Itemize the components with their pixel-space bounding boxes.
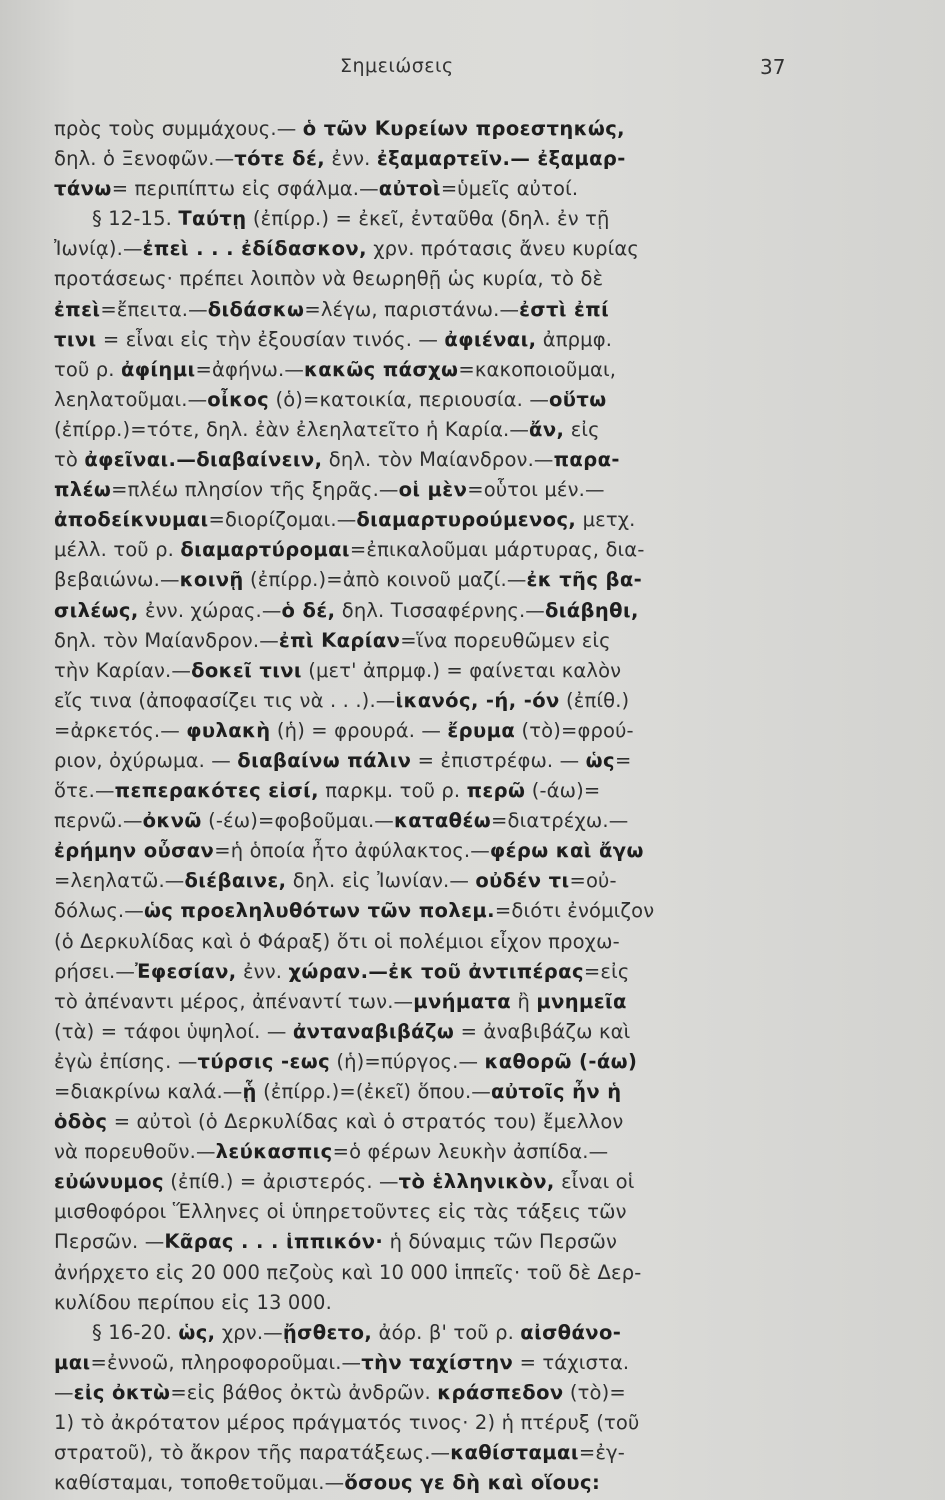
- gloss-text: δηλ. εἰς Ἰωνίαν.—: [286, 869, 476, 893]
- headword: ἐρήμην οὖσαν: [54, 839, 215, 863]
- gloss-text: ἀνήρχετο εἰς 20 000 πεζοὺς καὶ 10 000 ἱππεῖς· τοῦ δὲ Δερ-: [54, 1260, 642, 1284]
- headword: κράσπεδον: [437, 1380, 564, 1404]
- gloss-text: δηλ. ὁ Ξενοφῶν.—: [54, 147, 235, 171]
- headword: τινι: [54, 327, 97, 351]
- text-line: [54, 475, 786, 505]
- headword: πεπερακότες εἰσί,: [114, 779, 319, 803]
- gloss-text: (ἡ) = φρουρά. —: [270, 718, 448, 742]
- headword: ᾗ: [242, 1080, 257, 1103]
- gloss-text: στρατοῦ), τὸ ἄκρον τῆς παρατάξεως.—: [54, 1441, 451, 1465]
- text-line: [54, 806, 786, 836]
- gloss-text: =ἵνα πορευθῶμεν εἰς: [400, 628, 611, 652]
- text-line: [54, 1137, 786, 1167]
- headword: παρα-: [553, 448, 620, 472]
- gloss-text: =ὑμεῖς αὐτοί.: [440, 177, 579, 201]
- text-line: [54, 1258, 786, 1288]
- headword: μαι: [54, 1350, 91, 1374]
- headword: ἀνταναβιβάζω: [292, 1019, 455, 1043]
- headword: ὅσους γε δὴ καὶ οἵους:: [344, 1471, 601, 1495]
- gloss-text: =ἀφήνω.—: [195, 357, 305, 381]
- gloss-text: ὅτε.—: [54, 779, 115, 803]
- headword: εἰς ὀκτὼ: [73, 1380, 171, 1404]
- gloss-text: εἴς τινα (ἀποφασίζει τις νὰ . . .).—: [54, 688, 396, 712]
- gloss-text: =ἐννοῶ, πληροφοροῦμαι.—: [90, 1350, 362, 1374]
- text-line: [54, 626, 786, 656]
- text-line: [54, 1318, 786, 1348]
- gloss-text: (ἐπίρρ.)=ἀπὸ κοινοῦ μαζί.—: [243, 568, 527, 592]
- gloss-text: (τὸ)=φρού-: [515, 718, 634, 742]
- gloss-text: δηλ. τὸν Μαίανδρον.—: [322, 448, 554, 472]
- gloss-text: (ὁ Δερκυλίδας καὶ ὁ Φάραξ) ὅτι οἱ πολέμιοι εἶχον προχω-: [54, 929, 620, 953]
- headword: τὸ ἑλληνικὸν,: [398, 1170, 555, 1194]
- gloss-text: ἐνν.: [236, 959, 289, 983]
- gloss-text: Ἰωνίᾳ).—: [54, 237, 143, 261]
- gloss-text: (-έω)=φοβοῦμαι.—: [201, 809, 394, 833]
- gloss-text: =ἐπικαλοῦμαι μάρτυρας, δια-: [349, 538, 645, 562]
- headword: αὐτοὶ: [378, 177, 441, 201]
- gloss-text: (μετ' ἀπρμφ.) = φαίνεται καλὸν: [301, 658, 622, 682]
- text-line: [54, 866, 786, 896]
- gloss-text: =κακοποιοῦμαι,: [458, 357, 617, 381]
- gloss-text: =ἡ ὁποία ἦτο ἀφύλακτος.—: [214, 839, 490, 863]
- headword: μνήματα: [413, 989, 512, 1013]
- gloss-text: Περσῶν. —: [54, 1230, 165, 1254]
- text-line: [54, 957, 786, 987]
- gloss-text: = ἀναβιβάζω καὶ: [454, 1019, 631, 1043]
- headword: ἀποδείκνυμαι: [54, 508, 209, 532]
- headword: φυλακὴ: [186, 718, 271, 742]
- text-line: [54, 686, 786, 716]
- headword: τότε δέ,: [234, 147, 326, 171]
- gloss-text: =πλέω πλησίον τῆς ξηρᾶς.—: [111, 478, 399, 502]
- text-line: [54, 355, 786, 385]
- text-line: [54, 1047, 786, 1077]
- headword: οὐδέν τι: [475, 869, 570, 893]
- gloss-text: (ἐπίθ.) = ἀριστερός. —: [163, 1170, 399, 1194]
- gloss-text: =ἔπειτα.—: [100, 297, 208, 321]
- gloss-text: μισθοφόροι Ἕλληνες οἱ ὑπηρετοῦντες εἰς τὰς τάξεις τῶν: [54, 1200, 627, 1224]
- gloss-text: =λέγω, παριστάνω.—: [304, 297, 520, 321]
- gloss-text: § 16-20.: [92, 1320, 179, 1344]
- text-line: [54, 234, 786, 264]
- headword: ἔρυμα: [447, 718, 516, 742]
- gloss-text: § 12-15.: [92, 207, 179, 231]
- headword: ἐπεὶ: [54, 297, 101, 321]
- gloss-text: (τὰ) = τάφοι ὑψηλοί. —: [54, 1019, 293, 1043]
- headword: διάβηθι,: [544, 598, 639, 622]
- headword: ὡς: [585, 748, 615, 772]
- gloss-text: =: [614, 748, 632, 772]
- headword: ἐξαμαρτεῖν.— ἐξαμαρ-: [376, 147, 626, 171]
- text-line: [54, 565, 786, 595]
- gloss-text: =ὁ φέρων λευκὴν ἀσπίδα.—: [332, 1140, 609, 1164]
- headword: ἐκ τῆς βα-: [526, 568, 643, 592]
- headword: τὴν ταχίστην: [361, 1350, 514, 1374]
- text-line: [54, 1077, 786, 1107]
- gloss-text: 1) τὸ ἀκρότατον μέρος πράγματός τινος· 2) ἡ πτέρυξ (τοῦ: [54, 1411, 640, 1435]
- gloss-text: =εἰς: [583, 959, 630, 983]
- headword: Ταύτῃ: [178, 207, 247, 231]
- text-line: [54, 1468, 786, 1498]
- headword: καθίσταμαι: [450, 1441, 579, 1465]
- gloss-text: (τὸ)=: [563, 1380, 626, 1404]
- text-line: [54, 896, 786, 926]
- text-line: [54, 505, 786, 535]
- headword: ἀφιέναι,: [444, 327, 537, 351]
- running-head: Σημειώσεις: [340, 55, 454, 77]
- gloss-text: μετχ.: [576, 508, 636, 532]
- headword: ὀκνῶ: [142, 809, 202, 833]
- text-line: [54, 415, 786, 445]
- headword: διδάσκω: [207, 297, 305, 321]
- gloss-text: ἐνν. χώρας.—: [138, 598, 282, 622]
- headword: διέβαινε,: [184, 869, 287, 893]
- text-line: [54, 656, 786, 686]
- headword: Ἐφεσίαν,: [134, 959, 237, 983]
- headword: φέρω καὶ ἄγω: [489, 839, 644, 863]
- text-line: [54, 596, 786, 626]
- text-line: [54, 204, 786, 234]
- gloss-text: εἶναι οἱ: [554, 1170, 635, 1194]
- gloss-text: τὸ: [54, 448, 85, 472]
- headword: ἐπὶ Καρίαν: [278, 628, 401, 652]
- text-line: [54, 264, 786, 294]
- page-header: [0, 55, 945, 85]
- headword: ἱκανός, -ή, -όν: [395, 688, 560, 712]
- gloss-text: =οὐ-: [569, 869, 617, 893]
- headword: οἱ μὲν: [398, 478, 468, 502]
- text-line: [54, 987, 786, 1017]
- text-line: [54, 1408, 786, 1438]
- text-line: [54, 1288, 786, 1318]
- text-line: [54, 836, 786, 866]
- text-line: [54, 535, 786, 565]
- headword: καταθέω: [393, 809, 492, 833]
- text-line: [54, 295, 786, 325]
- headword: ἐστὶ ἐπί: [519, 297, 610, 321]
- text-line: [54, 746, 786, 776]
- headword: χώραν.—ἐκ τοῦ ἀντιπέρας: [288, 959, 584, 983]
- page-number: 37: [760, 55, 786, 79]
- headword: σιλέως,: [54, 598, 139, 622]
- text-line: [54, 445, 786, 475]
- gloss-text: = ἐπιστρέφω. —: [411, 748, 586, 772]
- gloss-text: =λεηλατῶ.—: [54, 869, 185, 893]
- headword: διαμαρτύρομαι: [180, 538, 350, 562]
- headword: ἐπεὶ . . . ἐδίδασκον,: [142, 237, 367, 261]
- gloss-text: (ἐπίρρ.)=τότε, δηλ. ἐὰν ἐλεηλατεῖτο ἡ Καρία.—: [54, 417, 530, 441]
- gloss-text: μέλλ. τοῦ ρ.: [54, 538, 181, 562]
- headword: πλέω: [54, 478, 112, 502]
- gloss-text: χρν. πρότασις ἄνευ κυρίας: [366, 237, 639, 261]
- headword: ὁ δέ,: [281, 598, 336, 622]
- gloss-text: = περιπίπτω εἰς σφάλμα.—: [111, 177, 379, 201]
- text-line: [54, 114, 786, 144]
- gloss-text: παρκμ. τοῦ ρ.: [318, 779, 467, 803]
- gloss-text: = εἶναι εἰς τὴν ἐξουσίαν τινός. —: [96, 327, 445, 351]
- gloss-text: ἀόρ. β' τοῦ ρ.: [372, 1320, 521, 1344]
- gloss-text: χρν.—: [215, 1320, 283, 1344]
- gloss-text: ρήσει.—: [54, 959, 135, 983]
- gloss-text: πρὸς τοὺς συμμάχους.—: [54, 117, 303, 140]
- gloss-text: λεηλατοῦμαι.—: [54, 387, 208, 411]
- headword: αἰσθάνο-: [520, 1320, 622, 1344]
- headword: καθορῶ (-άω): [484, 1049, 638, 1073]
- notes-body: [54, 114, 786, 1498]
- gloss-text: καθίσταμαι, τοποθετοῦμαι.—: [54, 1471, 345, 1495]
- gloss-text: δόλως.—: [54, 899, 144, 923]
- headword: εὐώνυμος: [54, 1170, 164, 1194]
- headword: ἄν,: [529, 417, 565, 441]
- gloss-text: =οὗτοι μέν.—: [467, 478, 605, 502]
- headword: ὡς,: [178, 1320, 216, 1344]
- text-line: [54, 385, 786, 415]
- gloss-text: =εἰς βάθος ὀκτὼ ἀνδρῶν.: [170, 1380, 438, 1404]
- gloss-text: τὴν Καρίαν.—: [54, 658, 192, 682]
- gloss-text: =διακρίνω καλά.—: [54, 1080, 243, 1103]
- gloss-text: κυλίδου περίπου εἰς 13 000.: [54, 1290, 332, 1314]
- text-line: [54, 776, 786, 806]
- text-line: [54, 1348, 786, 1378]
- text-line: [54, 716, 786, 746]
- headword: λεύκασπις: [215, 1140, 333, 1164]
- text-line: [54, 1107, 786, 1137]
- text-line: [54, 1378, 786, 1408]
- gloss-text: = αὐτοὶ (ὁ Δερκυλίδας καὶ ὁ στρατός του) ἔμελλον: [107, 1110, 624, 1134]
- gloss-text: —: [54, 1380, 74, 1404]
- headword: αὐτοῖς ἦν ἡ: [490, 1080, 622, 1103]
- headword: τύρσις -εως: [197, 1049, 331, 1073]
- headword: οἶκος: [207, 387, 270, 411]
- gloss-text: τοῦ ρ.: [54, 357, 121, 381]
- text-line: [54, 174, 786, 204]
- gloss-text: ριον, ὀχύρωμα. —: [54, 748, 238, 772]
- gloss-text: = τάχιστα.: [513, 1350, 630, 1374]
- headword: Κᾶρας . . . ἱππικόν·: [164, 1230, 384, 1254]
- gloss-text: ἡ δύναμις τῶν Περσῶν: [383, 1230, 618, 1254]
- text-line: [54, 1197, 786, 1227]
- headword: κακῶς πάσχω: [304, 357, 459, 381]
- gloss-text: (ἡ)=πύργος.—: [330, 1049, 485, 1073]
- text-line: [54, 1167, 786, 1197]
- gloss-text: ἐγὼ ἐπίσης. —: [54, 1049, 198, 1073]
- headword: κοινῇ: [179, 568, 244, 592]
- text-line: [54, 144, 786, 174]
- headword: ἀφεῖναι.—διαβαίνειν,: [84, 448, 323, 472]
- headword: διαμαρτυρούμενος,: [356, 508, 577, 532]
- gloss-text: εἰς: [564, 417, 600, 441]
- headword: διαβαίνω πάλιν: [237, 748, 412, 772]
- gloss-text: =ἀρκετός.—: [54, 718, 187, 742]
- text-line: [54, 1438, 786, 1468]
- headword: τάνω: [54, 177, 112, 201]
- gloss-text: =διατρέχω.—: [491, 809, 629, 833]
- gloss-text: =ἐγ-: [578, 1441, 625, 1465]
- headword: ὁ τῶν Κυρείων προεστηκώς,: [302, 117, 625, 140]
- headword: ὁδὸς: [54, 1110, 108, 1134]
- gloss-text: (ἐπίθ.): [559, 688, 630, 712]
- gloss-text: ἐνν.: [325, 147, 377, 171]
- text-line: [54, 1017, 786, 1047]
- gloss-text: δηλ. Τισσαφέρνης.—: [335, 598, 545, 622]
- gloss-text: (ἐπίρρ.) = ἐκεῖ, ἐνταῦθα (δηλ. ἐν τῇ: [246, 207, 610, 231]
- gloss-text: ἀπρμφ.: [536, 327, 613, 351]
- gloss-text: (ὁ)=κατοικία, περιουσία. —: [269, 387, 549, 411]
- headword: ᾔσθετο,: [282, 1320, 373, 1344]
- gloss-text: (-άω)=: [525, 779, 601, 803]
- text-line: [54, 927, 786, 957]
- gloss-text: (ἐπίρρ.)=(ἐκεῖ) ὅπου.—: [256, 1080, 491, 1103]
- gloss-text: βεβαιώνω.—: [54, 568, 180, 592]
- gloss-text: περνῶ.—: [54, 809, 143, 833]
- gloss-text: ἢ: [511, 989, 537, 1013]
- gloss-text: =διότι ἐνόμιζον: [494, 899, 655, 923]
- gloss-text: δηλ. τὸν Μαίανδρον.—: [54, 628, 279, 652]
- headword: οὕτω: [548, 387, 607, 411]
- text-line: [54, 325, 786, 355]
- headword: περῶ: [466, 779, 526, 803]
- gloss-text: νὰ πορευθοῦν.—: [54, 1140, 216, 1164]
- headword: δοκεῖ τινι: [191, 658, 302, 682]
- headword: ἀφίημι: [120, 357, 196, 381]
- headword: μνημεῖα: [536, 989, 627, 1013]
- gloss-text: τὸ ἀπέναντι μέρος, ἀπέναντί των.—: [54, 989, 414, 1013]
- gloss-text: =διορίζομαι.—: [208, 508, 357, 532]
- headword: ὡς προεληλυθότων τῶν πολεμ.: [143, 899, 495, 923]
- text-line: [54, 1227, 786, 1257]
- gloss-text: προτάσεως· πρέπει λοιπὸν νὰ θεωρηθῇ ὡς κυρία, τὸ δὲ: [54, 267, 604, 291]
